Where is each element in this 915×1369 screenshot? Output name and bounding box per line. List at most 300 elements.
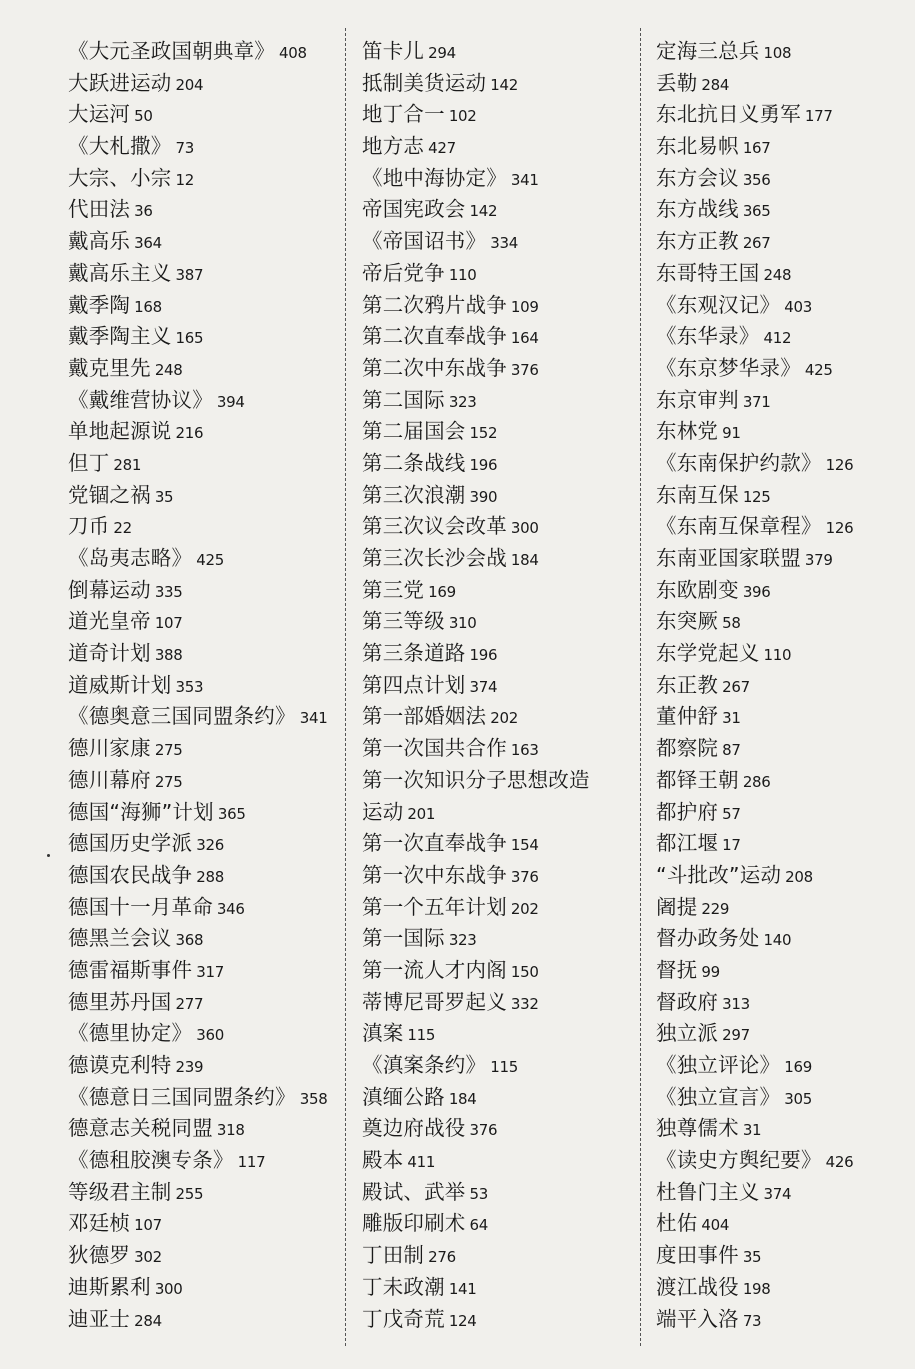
entry-term: 抵制美货运动 (362, 70, 487, 95)
entry-term: 东哥特王国 (656, 260, 760, 285)
index-entry (656, 1208, 906, 1240)
entry-term: 《岛夷志略》 (68, 546, 193, 570)
entry-page-number: 276 (428, 1248, 456, 1267)
index-entry (68, 226, 330, 258)
entry-page-number: 408 (279, 44, 307, 62)
entry-term: 第一流人才内阁 (362, 957, 507, 982)
entry-page-number: 376 (510, 867, 539, 886)
entry-term: 《地中海协定》 (362, 165, 507, 190)
entry-page-number: 412 (763, 329, 792, 348)
entry-term: 定海三总兵 (656, 39, 760, 63)
index-entry (362, 1082, 624, 1114)
index-entry (362, 353, 624, 385)
entry-page-number: 22 (113, 519, 132, 538)
entry-term: 德国“海狮”计划 (68, 799, 214, 824)
entry-page-number: 353 (175, 677, 204, 696)
entry-term: 《东京梦华录》 (656, 355, 801, 380)
index-entry (68, 321, 330, 353)
index-entry (68, 36, 330, 68)
index-entry (656, 638, 906, 670)
entry-term: 都江堰 (656, 831, 719, 856)
index-entry (362, 511, 624, 543)
entry-term: 滇案 (362, 1021, 404, 1046)
entry-page-number: 150 (510, 962, 539, 981)
column-divider (345, 28, 346, 1346)
entry-term: 东正教 (656, 672, 719, 697)
entry-term: 戴高乐主义 (68, 260, 172, 285)
entry-term: 德黑兰会议 (68, 926, 172, 951)
index-entry (656, 606, 906, 638)
entry-page-number: 294 (428, 44, 456, 62)
index-entry (362, 258, 624, 290)
index-entry (362, 828, 624, 860)
index-entry (68, 765, 330, 797)
index-entry (68, 353, 330, 385)
entry-page-number: 360 (196, 1026, 224, 1045)
entry-term: 《读史方舆纪要》 (656, 1148, 822, 1173)
entry-page-number: 326 (196, 836, 224, 855)
index-entry (68, 1304, 330, 1336)
index-column-1 (68, 36, 330, 1335)
entry-page-number: 35 (742, 1248, 762, 1267)
entry-page-number: 152 (469, 424, 498, 443)
index-entry (656, 353, 906, 385)
index-entry (656, 1082, 906, 1114)
entry-page-number: 284 (134, 1311, 162, 1330)
entry-term: 东林党 (656, 419, 719, 444)
index-entry (362, 860, 624, 892)
entry-term: 德里苏丹国 (68, 989, 172, 1014)
entry-page-number: 425 (196, 551, 224, 569)
index-entry (656, 828, 906, 860)
entry-term: 董仲舒 (656, 704, 719, 729)
entry-page-number: 318 (216, 1121, 245, 1140)
index-entry (362, 1113, 624, 1145)
entry-page-number: 267 (742, 234, 771, 253)
entry-page-number: 404 (701, 1216, 730, 1235)
entry-term: 杜佑 (656, 1211, 698, 1236)
entry-term: 东突厥 (656, 609, 719, 634)
entry-page-number: 124 (448, 1311, 477, 1330)
entry-page-number: 73 (175, 139, 194, 158)
index-entry (362, 226, 624, 258)
entry-page-number: 365 (742, 202, 771, 221)
index-entry (656, 258, 906, 290)
entry-term: 道奇计划 (68, 641, 151, 666)
entry-term: 戴季陶 (68, 292, 131, 317)
entry-page-number: 356 (742, 170, 771, 189)
entry-page-number: 57 (722, 804, 741, 823)
entry-page-number: 365 (217, 804, 246, 823)
index-entry (68, 955, 330, 987)
entry-page-number: 31 (722, 709, 741, 728)
index-entry (68, 194, 330, 226)
entry-page-number: 317 (196, 962, 224, 981)
entry-page-number: 239 (175, 1058, 204, 1076)
entry-page-number: 300 (510, 519, 539, 538)
index-entry (656, 1177, 906, 1209)
entry-term: 东京审判 (656, 387, 739, 412)
index-entry (656, 163, 906, 195)
index-entry (68, 543, 330, 575)
entry-term: 迪亚士 (68, 1306, 131, 1331)
entry-page-number: 198 (742, 1279, 771, 1298)
index-entry (362, 543, 624, 575)
entry-term: 督政府 (656, 989, 719, 1014)
entry-term: 戴季陶主义 (68, 324, 172, 349)
entry-term: 端平入洛 (656, 1306, 739, 1331)
entry-page-number: 332 (510, 994, 539, 1013)
entry-term: 第三条道路 (362, 641, 466, 666)
index-entry (362, 321, 624, 353)
entry-term: 东北抗日义勇军 (656, 102, 801, 127)
entry-page-number: 374 (763, 1184, 792, 1203)
index-entry (68, 290, 330, 322)
index-entry (68, 385, 330, 417)
index-entry (68, 99, 330, 131)
entry-page-number: 305 (784, 1089, 812, 1108)
index-entry (68, 1018, 330, 1050)
index-entry (362, 1177, 624, 1209)
entry-term: 道光皇帝 (68, 609, 151, 634)
entry-page-number: 275 (154, 741, 183, 760)
entry-page-number: 140 (763, 931, 792, 950)
index-entry (362, 765, 624, 797)
entry-page-number: 164 (510, 329, 539, 348)
entry-term: 第二国际 (362, 387, 445, 412)
entry-page-number: 126 (825, 519, 854, 538)
index-entry (656, 1018, 906, 1050)
index-entry (68, 1082, 330, 1114)
entry-term: 戴高乐 (68, 229, 131, 254)
entry-term: 帝后党争 (362, 260, 445, 285)
index-entry (362, 923, 624, 955)
entry-term: 德意志关税同盟 (68, 1116, 213, 1141)
index-entry (68, 575, 330, 607)
entry-term: 德川幕府 (68, 767, 151, 792)
entry-term: 第三党 (362, 577, 425, 602)
entry-term: 东欧剧变 (656, 577, 739, 602)
entry-term: 德国十一月革命 (68, 894, 213, 919)
index-entry (68, 606, 330, 638)
index-entry (656, 923, 906, 955)
entry-page-number: 277 (175, 994, 204, 1013)
entry-page-number: 374 (469, 677, 498, 696)
entry-page-number: 376 (469, 1121, 498, 1140)
entry-term: 第二届国会 (362, 419, 466, 444)
entry-term: 滇缅公路 (362, 1084, 445, 1109)
entry-page-number: 426 (825, 1153, 854, 1172)
entry-page-number: 167 (742, 139, 771, 158)
index-entry (362, 987, 624, 1019)
entry-page-number: 376 (510, 360, 539, 379)
entry-page-number: 286 (742, 772, 771, 791)
entry-term: 独立派 (656, 1021, 719, 1046)
entry-term: 运动 (362, 799, 404, 824)
index-entry (656, 448, 906, 480)
entry-term: 阇提 (656, 894, 698, 919)
entry-page-number: 196 (469, 455, 498, 474)
index-entry (362, 1018, 624, 1050)
entry-term: 独尊儒术 (656, 1116, 739, 1141)
entry-page-number: 387 (175, 265, 204, 284)
index-entry (362, 385, 624, 417)
index-entry (656, 987, 906, 1019)
entry-page-number: 169 (428, 582, 456, 601)
index-entry (362, 670, 624, 702)
entry-page-number: 323 (448, 931, 477, 950)
entry-term: 东北易帜 (656, 134, 739, 159)
entry-page-number: 99 (701, 962, 720, 981)
entry-term: 大运河 (68, 102, 131, 127)
index-entry (362, 480, 624, 512)
index-entry (656, 385, 906, 417)
entry-term: 《东华录》 (656, 324, 760, 349)
entry-page-number: 196 (469, 646, 498, 665)
entry-page-number: 64 (469, 1216, 488, 1235)
entry-page-number: 115 (407, 1026, 436, 1045)
index-column-3 (656, 36, 906, 1335)
entry-term: 地方志 (362, 134, 425, 159)
index-entry (362, 99, 624, 131)
index-entry (362, 955, 624, 987)
entry-page-number: 341 (299, 709, 328, 728)
entry-term: 第二次直奉战争 (362, 324, 507, 349)
index-entry (656, 1113, 906, 1145)
entry-term: 第三次浪潮 (362, 482, 466, 507)
entry-term: 殿本 (362, 1148, 404, 1173)
entry-page-number: 335 (154, 582, 183, 601)
entry-term: 第三等级 (362, 609, 445, 634)
index-entry (68, 1113, 330, 1145)
index-entry (656, 1304, 906, 1336)
entry-term: 《德里协定》 (68, 1021, 193, 1046)
index-entry (362, 1240, 624, 1272)
column-divider (640, 28, 641, 1346)
entry-term: 等级君主制 (68, 1179, 172, 1204)
entry-page-number: 184 (510, 551, 539, 569)
entry-term: 第四点计划 (362, 672, 466, 697)
entry-term: 第二次中东战争 (362, 355, 507, 380)
entry-term: 但丁 (68, 450, 110, 475)
entry-page-number: 91 (722, 424, 741, 443)
entry-term: 《大札撒》 (68, 134, 172, 159)
index-entry (362, 36, 624, 68)
index-entry (362, 448, 624, 480)
index-entry (656, 416, 906, 448)
entry-term: 东方战线 (656, 197, 739, 222)
entry-page-number: 396 (742, 582, 771, 601)
index-entry (362, 290, 624, 322)
entry-term: 丁戊奇荒 (362, 1306, 445, 1331)
index-entry (656, 99, 906, 131)
entry-term: 《德意日三国同盟条约》 (68, 1084, 296, 1109)
index-entry (656, 670, 906, 702)
entry-term: 大宗、小宗 (68, 165, 172, 190)
entry-term: 第三次议会改革 (362, 514, 507, 539)
entry-term: 第一个五年计划 (362, 894, 507, 919)
index-entry (68, 1272, 330, 1304)
entry-page-number: 204 (175, 75, 204, 94)
entry-term: 渡江战役 (656, 1274, 739, 1299)
index-entry (656, 131, 906, 163)
entry-term: 帝国宪政会 (362, 197, 466, 222)
index-entry (656, 575, 906, 607)
index-entry (656, 733, 906, 765)
index-entry (362, 194, 624, 226)
entry-page-number: 313 (722, 994, 750, 1013)
entry-page-number: 379 (804, 551, 833, 569)
entry-page-number: 364 (134, 234, 162, 253)
index-entry (362, 416, 624, 448)
entry-page-number: 53 (469, 1184, 488, 1203)
index-entry (68, 416, 330, 448)
index-entry (656, 68, 906, 100)
entry-page-number: 125 (742, 487, 771, 506)
entry-term: “斗批改”运动 (656, 862, 782, 887)
entry-page-number: 168 (134, 297, 162, 316)
index-entry (656, 543, 906, 575)
index-entry (362, 1272, 624, 1304)
index-entry (68, 448, 330, 480)
entry-page-number: 284 (701, 75, 730, 94)
entry-page-number: 142 (469, 202, 498, 221)
entry-term: 东方正教 (656, 229, 739, 254)
entry-page-number: 35 (154, 487, 174, 506)
entry-page-number: 275 (154, 772, 183, 791)
entry-page-number: 427 (428, 139, 456, 158)
index-entry (68, 163, 330, 195)
index-entry (656, 797, 906, 829)
entry-term: 东南互保 (656, 482, 739, 507)
entry-page-number: 12 (175, 170, 194, 189)
entry-page-number: 300 (154, 1279, 183, 1298)
entry-term: 第一次中东战争 (362, 862, 507, 887)
entry-page-number: 110 (448, 265, 477, 284)
entry-term: 德雷福斯事件 (68, 957, 193, 982)
entry-page-number: 208 (785, 867, 813, 886)
entry-page-number: 334 (490, 234, 518, 253)
index-entry (362, 163, 624, 195)
index-entry (68, 923, 330, 955)
entry-page-number: 425 (804, 360, 833, 379)
index-entry (68, 701, 330, 733)
entry-page-number: 58 (722, 614, 741, 633)
index-entry (656, 892, 906, 924)
entry-page-number: 288 (196, 867, 224, 886)
entry-page-number: 202 (490, 709, 518, 728)
entry-term: 第一次国共合作 (362, 736, 507, 761)
index-entry (68, 860, 330, 892)
entry-term: 雕版印刷术 (362, 1211, 466, 1236)
entry-page-number: 302 (134, 1248, 162, 1267)
index-entry (68, 68, 330, 100)
index-entry (68, 480, 330, 512)
index-entry (656, 701, 906, 733)
entry-term: 奠边府战役 (362, 1116, 466, 1141)
entry-page-number: 281 (113, 455, 142, 474)
entry-page-number: 267 (722, 677, 750, 696)
entry-term: 第三次长沙会战 (362, 546, 507, 570)
entry-page-number: 165 (175, 329, 204, 348)
entry-page-number: 323 (448, 392, 477, 411)
index-entry (68, 131, 330, 163)
index-entry (362, 638, 624, 670)
entry-term: 第一次知识分子思想改造 (362, 767, 590, 792)
entry-page-number: 169 (784, 1058, 812, 1076)
entry-term: 《东南保护约款》 (656, 450, 822, 475)
entry-term: 第二条战线 (362, 450, 466, 475)
entry-term: 第二次鸦片战争 (362, 292, 507, 317)
index-entry (68, 511, 330, 543)
entry-term: 德川家康 (68, 736, 151, 761)
index-entry (362, 1050, 624, 1082)
entry-term: 蒂博尼哥罗起义 (362, 989, 507, 1014)
stray-dot (47, 854, 50, 857)
entry-page-number: 341 (510, 170, 539, 189)
entry-term: 丁未政潮 (362, 1274, 445, 1299)
entry-page-number: 184 (448, 1089, 477, 1108)
entry-page-number: 31 (742, 1121, 762, 1140)
index-entry (68, 1050, 330, 1082)
index-entry (656, 321, 906, 353)
index-entry (362, 892, 624, 924)
entry-page-number: 202 (510, 899, 539, 918)
index-entry (68, 987, 330, 1019)
index-entry (656, 1272, 906, 1304)
index-entry (68, 1177, 330, 1209)
index-entry (362, 606, 624, 638)
index-entry (656, 765, 906, 797)
entry-page-number: 73 (742, 1311, 762, 1330)
entry-page-number: 154 (510, 836, 539, 855)
entry-term: 丢勒 (656, 70, 698, 95)
entry-term: 《戴维营协议》 (68, 387, 213, 412)
entry-page-number: 201 (407, 804, 436, 823)
entry-term: 地丁合一 (362, 102, 445, 127)
entry-term: 邓廷桢 (68, 1211, 131, 1236)
entry-term: 《德奥意三国同盟条约》 (68, 704, 296, 729)
index-column-2 (362, 36, 624, 1335)
entry-term: 东方会议 (656, 165, 739, 190)
entry-term: 迪斯累利 (68, 1274, 151, 1299)
entry-term: 笛卡儿 (362, 39, 425, 63)
index-entry (362, 1304, 624, 1336)
entry-page-number: 388 (154, 646, 183, 665)
entry-term: 狄德罗 (68, 1243, 131, 1268)
entry-page-number: 50 (134, 107, 153, 126)
entry-term: 倒幕运动 (68, 577, 151, 602)
entry-term: 德国历史学派 (68, 831, 193, 856)
index-entry (362, 1208, 624, 1240)
entry-term: 《德租胶澳专条》 (68, 1148, 234, 1173)
entry-page-number: 297 (722, 1026, 750, 1045)
index-entry (68, 1208, 330, 1240)
entry-term: 《东观汉记》 (656, 292, 781, 317)
entry-term: 道威斯计划 (68, 672, 172, 697)
entry-page-number: 390 (469, 487, 498, 506)
entry-page-number: 141 (448, 1279, 477, 1298)
index-entry (656, 36, 906, 68)
entry-page-number: 216 (175, 424, 204, 443)
entry-term: 殿试、武举 (362, 1179, 466, 1204)
entry-term: 《大元圣政国朝典章》 (68, 39, 275, 63)
entry-term: 督抚 (656, 957, 698, 982)
index-entry (656, 955, 906, 987)
entry-term: 党锢之祸 (68, 482, 151, 507)
index-entry (68, 670, 330, 702)
entry-page-number: 163 (510, 741, 539, 760)
